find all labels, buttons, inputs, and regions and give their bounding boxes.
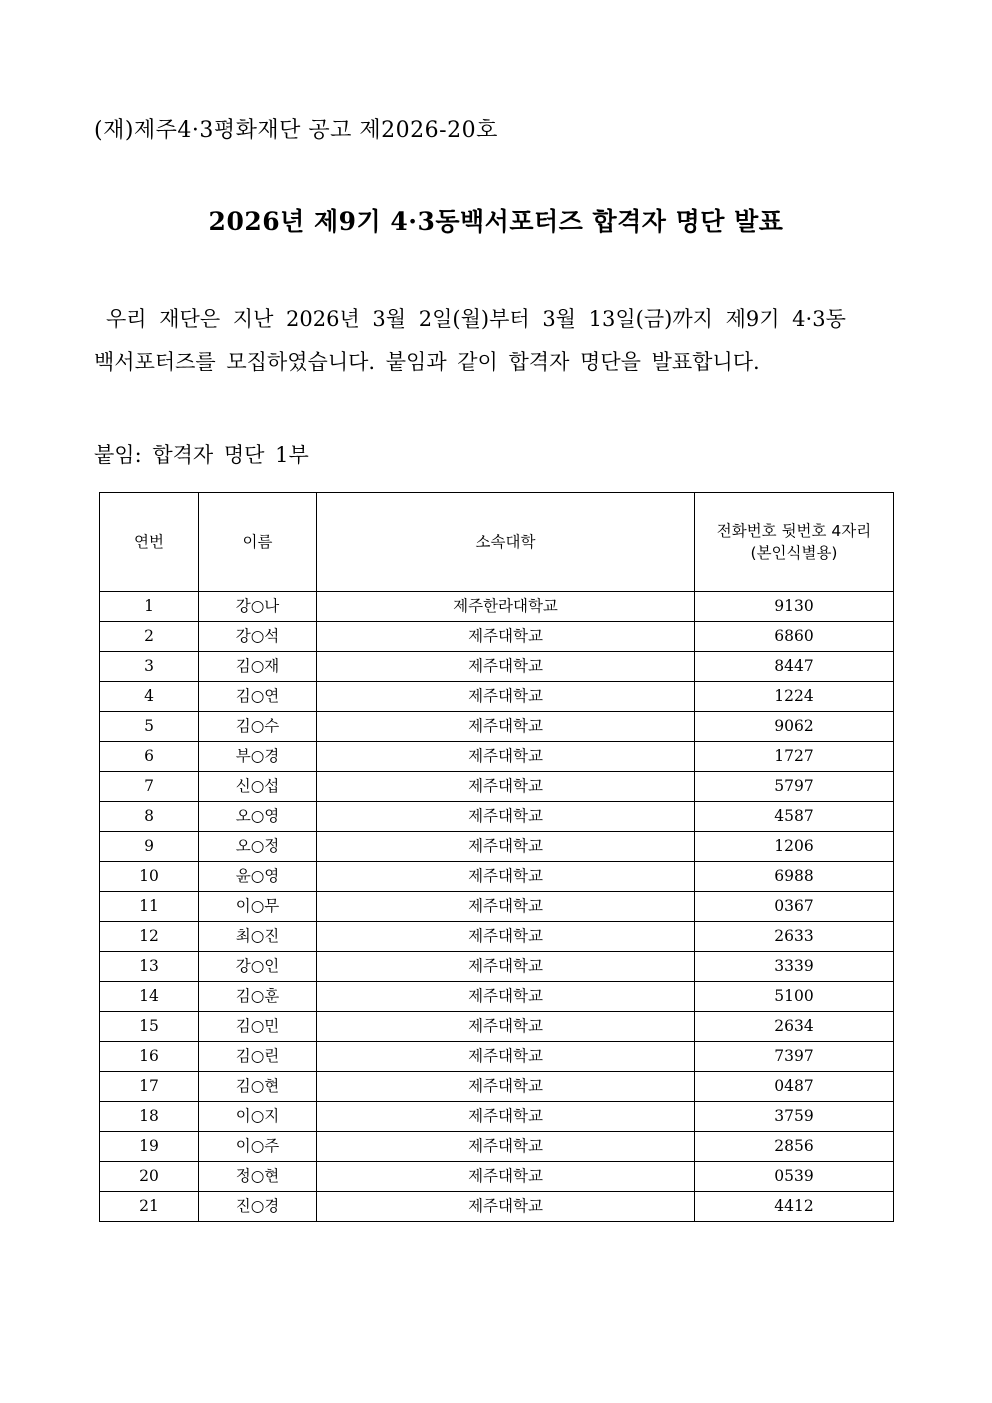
cell-phone: 2634 [695,1012,894,1042]
cell-name: 김○훈 [199,982,317,1012]
document-title: 2026년 제9기 4·3동백서포터즈 합격자 명단 발표 [208,207,784,236]
table-row [100,1012,894,1042]
cell-phone: 1727 [695,742,894,772]
header-phone [695,493,894,592]
cell-no: 2 [100,622,199,652]
table-row [100,682,894,712]
cell-university: 제주대학교 [317,802,695,832]
cell-phone: 0487 [695,1072,894,1102]
cell-university: 제주대학교 [317,862,695,892]
cell-phone: 4412 [695,1192,894,1222]
body-paragraph [94,298,904,384]
cell-name: 김○수 [199,712,317,742]
cell-university: 제주대학교 [317,1072,695,1102]
cell-no: 21 [100,1192,199,1222]
cell-university: 제주대학교 [317,1132,695,1162]
cell-phone: 1206 [695,832,894,862]
table-row [100,802,894,832]
notice-number: (재)제주4·3평화재단 공고 제2026-20호 [94,118,498,143]
table-row [100,742,894,772]
header-name: 이름 [199,493,317,592]
cell-no: 18 [100,1102,199,1132]
header-phone-line2: (본인식별용) [750,544,838,562]
cell-no: 16 [100,1042,199,1072]
body-line: 우리 재단은 지난 2026년 3월 2일(월)부터 3월 13일(금)까지 제9기 4·3동 [106,307,846,331]
table-row [100,892,894,922]
cell-university: 제주대학교 [317,772,695,802]
cell-no: 5 [100,712,199,742]
cell-name: 김○연 [199,682,317,712]
cell-university: 제주대학교 [317,892,695,922]
table-row [100,862,894,892]
cell-name: 이○지 [199,1102,317,1132]
roster-table [99,492,894,1222]
cell-no: 8 [100,802,199,832]
cell-university: 제주대학교 [317,1192,695,1222]
cell-phone: 2633 [695,922,894,952]
cell-name: 오○영 [199,802,317,832]
cell-name: 오○정 [199,832,317,862]
cell-university: 제주대학교 [317,982,695,1012]
cell-phone: 7397 [695,1042,894,1072]
attachment-note: 붙임: 합격자 명단 1부 [94,443,309,467]
body-line: 백서포터즈를 모집하였습니다. 붙임과 같이 합격자 명단을 발표합니다. [94,350,760,374]
cell-university: 제주대학교 [317,1102,695,1132]
cell-name: 김○재 [199,652,317,682]
cell-phone: 9062 [695,712,894,742]
cell-name: 이○주 [199,1132,317,1162]
cell-no: 13 [100,952,199,982]
table-row [100,622,894,652]
cell-university: 제주대학교 [317,922,695,952]
cell-university: 제주대학교 [317,1012,695,1042]
header-university: 소속대학 [317,493,695,592]
cell-no: 6 [100,742,199,772]
cell-phone: 3339 [695,952,894,982]
table-row [100,1132,894,1162]
cell-no: 20 [100,1162,199,1192]
table-row [100,982,894,1012]
cell-university: 제주대학교 [317,742,695,772]
cell-university: 제주대학교 [317,832,695,862]
cell-no: 14 [100,982,199,1012]
cell-phone: 3759 [695,1102,894,1132]
table-row [100,1102,894,1132]
table-row [100,1192,894,1222]
cell-name: 진○경 [199,1192,317,1222]
cell-name: 부○경 [199,742,317,772]
cell-phone: 8447 [695,652,894,682]
cell-no: 11 [100,892,199,922]
cell-phone: 5797 [695,772,894,802]
table-row [100,712,894,742]
cell-phone: 5100 [695,982,894,1012]
cell-no: 15 [100,1012,199,1042]
cell-name: 최○진 [199,922,317,952]
cell-phone: 1224 [695,682,894,712]
cell-phone: 2856 [695,1132,894,1162]
cell-no: 4 [100,682,199,712]
cell-no: 7 [100,772,199,802]
cell-no: 12 [100,922,199,952]
cell-university: 제주대학교 [317,682,695,712]
cell-name: 강○나 [199,592,317,622]
table-row [100,652,894,682]
table-row [100,772,894,802]
table-row [100,922,894,952]
cell-university: 제주대학교 [317,952,695,982]
header-phone-line1: 전화번호 뒷번호 4자리 [716,522,872,540]
table-header-row [100,493,894,592]
cell-no: 10 [100,862,199,892]
cell-phone: 0539 [695,1162,894,1192]
cell-phone: 0367 [695,892,894,922]
cell-name: 신○섭 [199,772,317,802]
cell-phone: 4587 [695,802,894,832]
table-row [100,832,894,862]
cell-name: 윤○영 [199,862,317,892]
cell-name: 김○린 [199,1042,317,1072]
cell-name: 이○무 [199,892,317,922]
header-no: 연번 [100,493,199,592]
cell-university: 제주한라대학교 [317,592,695,622]
table-row [100,1072,894,1102]
table-row [100,1042,894,1072]
cell-name: 강○인 [199,952,317,982]
cell-university: 제주대학교 [317,1162,695,1192]
cell-name: 정○현 [199,1162,317,1192]
table-row [100,952,894,982]
cell-phone: 6860 [695,622,894,652]
cell-no: 9 [100,832,199,862]
cell-phone: 9130 [695,592,894,622]
cell-name: 강○석 [199,622,317,652]
cell-name: 김○현 [199,1072,317,1102]
cell-no: 19 [100,1132,199,1162]
cell-name: 김○민 [199,1012,317,1042]
cell-phone: 6988 [695,862,894,892]
cell-university: 제주대학교 [317,652,695,682]
cell-no: 1 [100,592,199,622]
cell-no: 17 [100,1072,199,1102]
cell-no: 3 [100,652,199,682]
cell-university: 제주대학교 [317,712,695,742]
table-row [100,1162,894,1192]
table-body [100,592,894,1222]
table-row [100,592,894,622]
cell-university: 제주대학교 [317,622,695,652]
cell-university: 제주대학교 [317,1042,695,1072]
